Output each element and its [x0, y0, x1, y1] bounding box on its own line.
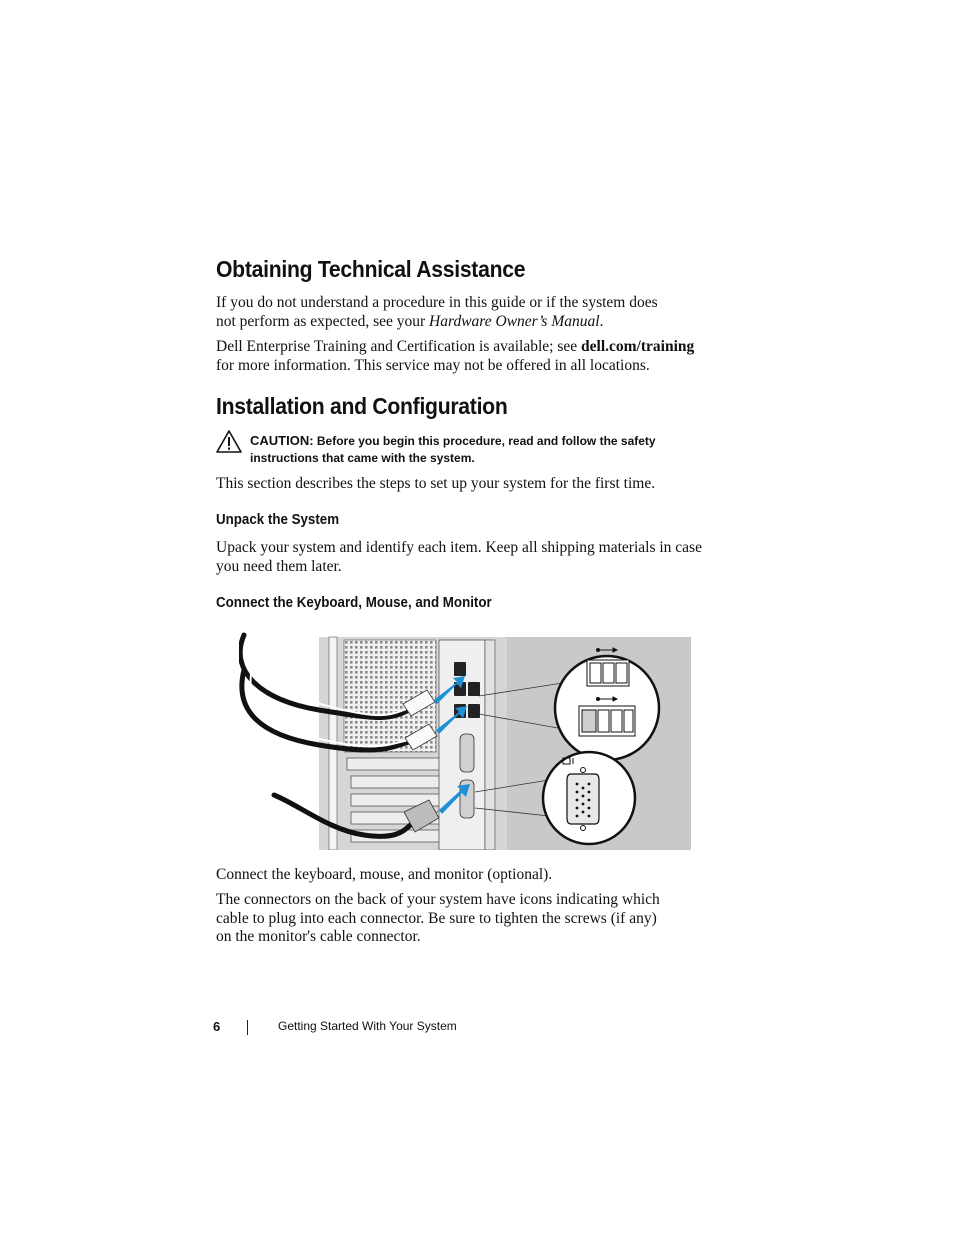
- text-line: for more information. This service may not be offered in all locations.: [216, 356, 650, 374]
- text-line: Upack your system and identify each item. Keep all shipping materials in case: [216, 539, 702, 556]
- connectors-paragraph: [216, 891, 660, 947]
- manual-title: Hardware Owner’s Manual: [429, 312, 600, 330]
- caution-label: CAUTION:: [250, 433, 314, 448]
- chassis-rear-drawing: [239, 630, 691, 850]
- footer-title: Getting Started With Your System: [278, 1019, 457, 1033]
- heading-installation: Installation and Configuration: [216, 393, 508, 419]
- unpack-paragraph: [216, 539, 702, 576]
- vga-connector: [567, 774, 599, 824]
- heading-unpack: Unpack the System: [216, 512, 340, 528]
- vga-port: [460, 734, 474, 772]
- text-line: .: [599, 312, 604, 330]
- training-link[interactable]: dell.com/training: [581, 338, 695, 355]
- caution-text: Before you begin this procedure, read and follow the safety instructions that came with the system.: [250, 434, 656, 465]
- heading-connect: Connect the Keyboard, Mouse, and Monitor: [216, 595, 492, 611]
- page-number: 6: [213, 1019, 221, 1034]
- text-line: If you do not understand a procedure in this guide or if the system does: [216, 294, 658, 311]
- assistance-paragraph-1: [216, 294, 658, 331]
- text-line: Dell Enterprise Training and Certification is available; see: [216, 338, 582, 355]
- usb-port-block: [587, 660, 629, 686]
- figure-caption: Connect the keyboard, mouse, and monitor (optional).: [216, 866, 553, 883]
- text-line: not perform as expected, see your: [216, 312, 430, 330]
- usb-lan-block: [579, 706, 635, 736]
- installation-intro: This section describes the steps to set up your system for the first time.: [216, 475, 656, 492]
- footer-divider: [247, 1020, 248, 1035]
- text-line: cable to plug into each connector. Be sure to tighten the screws (if any): [216, 909, 657, 927]
- warning-icon: [216, 430, 242, 453]
- assistance-paragraph-2: [216, 338, 694, 375]
- connection-illustration: [239, 630, 691, 850]
- vga-callout: [543, 752, 635, 844]
- text-line: The connectors on the back of your system have icons indicating which: [216, 891, 660, 908]
- text-line: on the monitor's cable connector.: [216, 928, 421, 945]
- text-line: you need them later.: [216, 557, 342, 575]
- heading-obtaining-assistance: Obtaining Technical Assistance: [216, 256, 526, 282]
